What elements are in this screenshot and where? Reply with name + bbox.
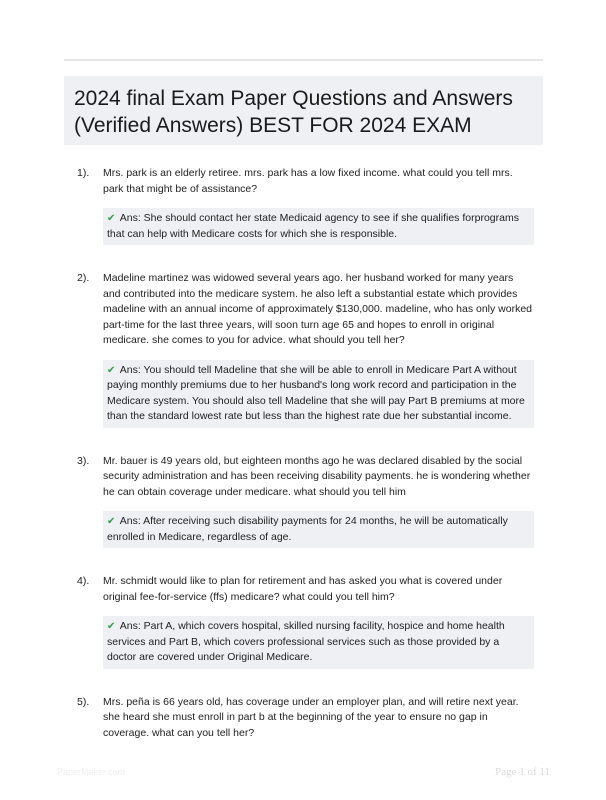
answer-text: Ans: Part A, which covers hospital, skilled nursing facility, hospice and home health services and Part B, which covers professional services such as those provided by a doctor are covered under Original Medicare. (107, 620, 505, 663)
question-item-4 (0, 574, 606, 669)
answer-text: Ans: After receiving such disability payments for 24 months, he will be automatically enrolled in Medicare, regardless of age. (107, 515, 508, 543)
check-icon: ✔ (107, 516, 116, 527)
check-icon: ✔ (107, 621, 116, 632)
question-text: Mr. schmidt would like to plan for retirement and has asked you what is covered under original fee-for-service (ffs) medicare? what could you tell him? (103, 575, 503, 603)
question-text: Madeline martinez was widowed several years ago. her husband worked for many years and contributed into the medicare system. he also left a substantial estate which provides madeline with an annual income of approximately $130,000. madeline, who has only worked part-time for the last three years, will soon turn age 65 and hopes to enroll in original medicare. she comes to you for advice. what should you tell her? (103, 272, 533, 346)
question-text: Mrs. park is an elderly retiree. mrs. park has a low fixed income. what could you tell mrs. park that might be of assistance? (103, 167, 513, 195)
top-divider (64, 59, 543, 61)
answer-box (103, 511, 534, 548)
answer-box (103, 616, 534, 669)
footer-watermark: PaperMaker.com (57, 767, 126, 777)
check-icon: ✔ (107, 364, 116, 376)
question-item-5 (0, 695, 606, 742)
question-number: 3). (77, 454, 90, 467)
question-number: 4). (77, 575, 90, 587)
question-text: Mr. bauer is 49 years old, but eighteen months ago he was declared disabled by the social security administration and has been receiving disability payments. he is wondering whether he can obtain coverage under medicare. what should you tell him (103, 454, 531, 498)
page-number: Page 1 of 11 (495, 766, 550, 778)
answer-box (103, 360, 534, 428)
document-title-line-1: 2024 final Exam Paper Questions and Answers (74, 87, 513, 110)
question-item-1 (0, 166, 606, 245)
answer-text: Ans: You should tell Madeline that she will be able to enroll in Medicare Part A without paying monthly premiums due to her husband's long work record and participation in the Medicare system. You should also tell Madeline that she will pay Part B premiums at more than the standard lowest rate but less than the highest rate due her substantial income. (107, 363, 525, 422)
title-banner (64, 76, 543, 145)
document-title-line-2: (Verified Answers) BEST FOR 2024 EXAM (74, 114, 472, 137)
question-item-3 (0, 454, 606, 549)
check-icon: ✔ (107, 213, 116, 224)
question-number: 1). (77, 167, 90, 179)
question-item-2 (0, 271, 606, 428)
answer-text: Ans: She should contact her state Medicaid agency to see if she qualifies forprograms that can help with Medicare costs for which she is responsible. (107, 212, 519, 240)
question-text: Mrs. peña is 66 years old, has coverage under an employer plan, and will retire next year. she heard she must enroll in part b at the beginning of the year to ensure no gap in coverage. what can you tell her? (103, 695, 519, 739)
question-list (0, 166, 606, 767)
question-number: 2). (77, 272, 90, 284)
document-title (74, 85, 533, 139)
question-number: 5). (77, 695, 90, 708)
answer-box (103, 208, 534, 245)
